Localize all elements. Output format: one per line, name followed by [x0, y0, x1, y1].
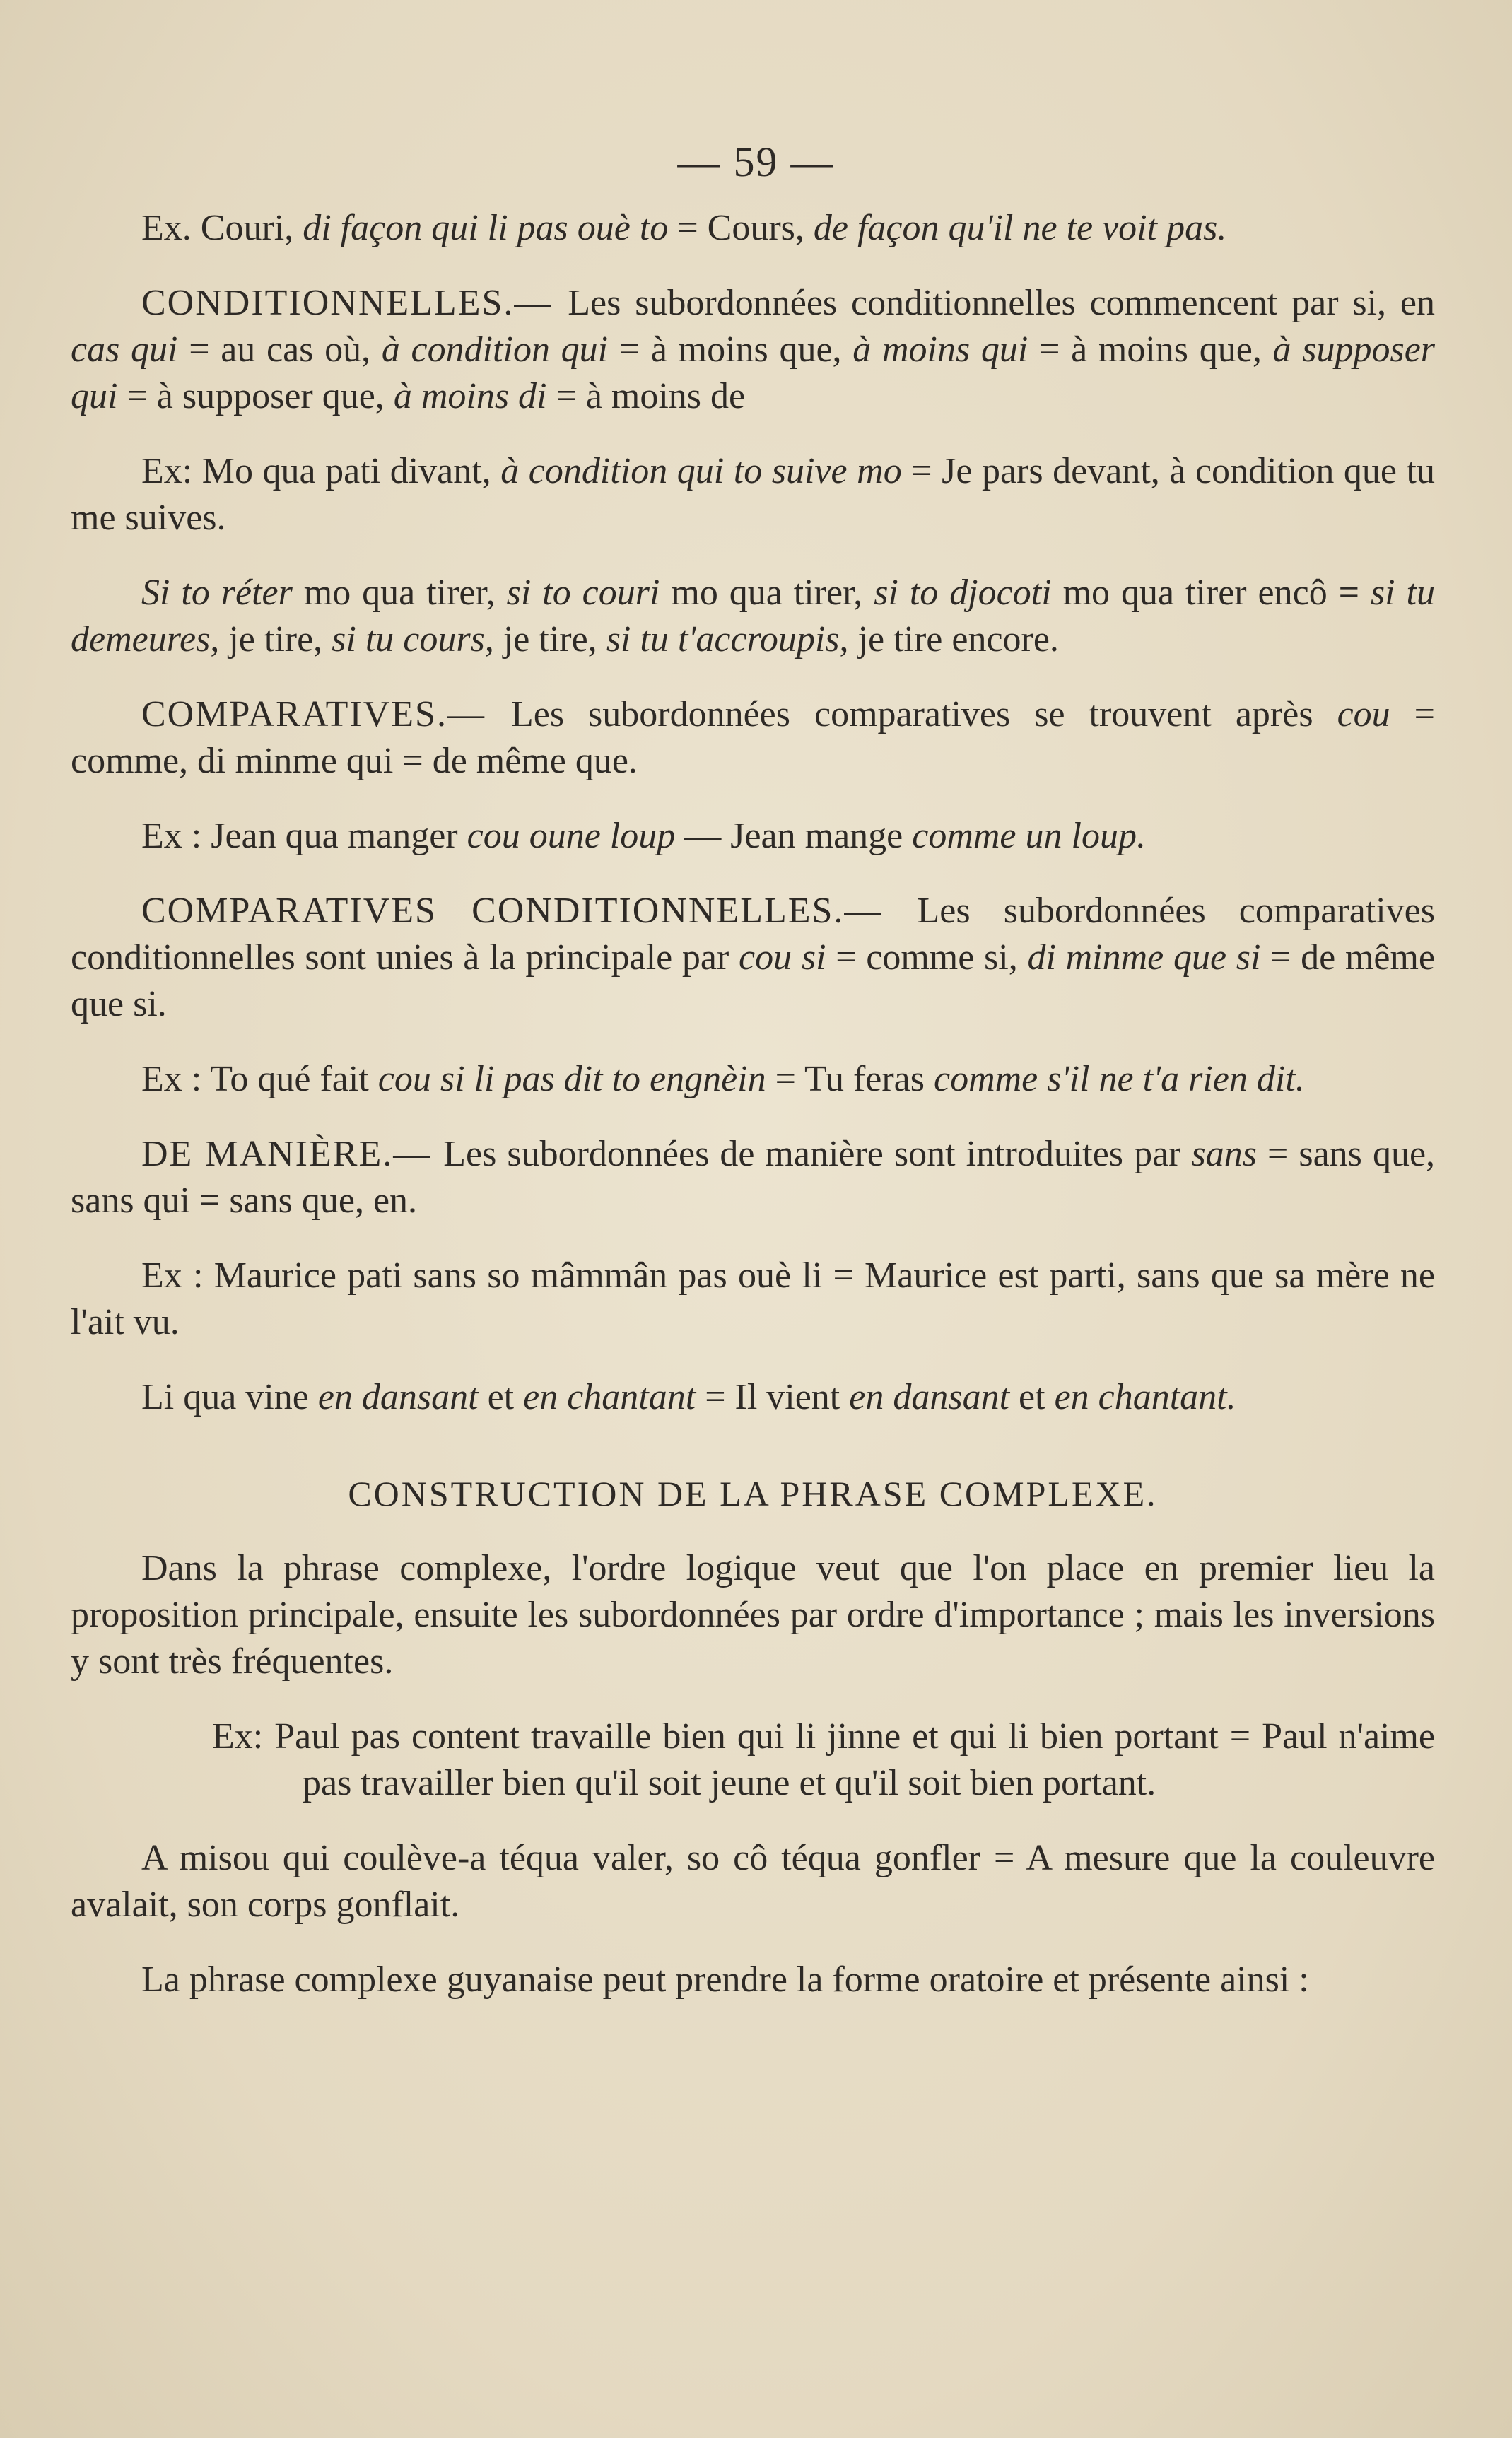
example-paragraph: Ex: Mo qua pati divant, à condition qui to suive mo = Je pars devant, à condition que tu me suives.: [71, 451, 1436, 538]
body-paragraph: Dans la phrase complexe, l'ordre logique veut que l'on place en premier lieu la proposition principale, ensuite les subordonnées par ordre d'importance ; mais les inversions y sont très fréquentes.: [71, 1548, 1435, 1682]
conditionnelles-paragraph: CONDITIONNELLES.— Les subordonnées conditionnelles commencent par si, en cas qui = au cas où, à condition qui = à moins que, à moins qui = à moins que, à supposer qui = à supposer que, à moins di = à moins de: [71, 283, 1436, 416]
comparatives-paragraph: COMPARATIVES.— Les subordonnées comparatives se trouvent après cou = comme, di minme qui = de même que.: [71, 694, 1435, 781]
section-label: COMPARATIVES.—: [141, 694, 511, 734]
example-paragraph: Ex: Paul pas content travaille bien qui li jinne et qui li bien portant = Paul n'aime pas travailler bien qu'il soit jeune et qu'il soit bien portant.: [212, 1716, 1435, 1803]
example-paragraph: Li qua vine en dansant et en chantant = Il vient en dansant et en chantant.: [141, 1377, 1236, 1417]
example-paragraph: Ex : Maurice pati sans so mâmmân pas ouè li = Maurice est parti, sans que sa mère ne l'ait vu.: [71, 1255, 1435, 1342]
de-maniere-paragraph: DE MANIÈRE.— Les subordonnées de manière sont introduites par sans = sans que, sans qui = sans que, en.: [71, 1134, 1436, 1221]
example-paragraph: Ex : Jean qua manger cou oune loup — Jean mange comme un loup.: [141, 816, 1146, 856]
section-heading: CONSTRUCTION DE LA PHRASE COMPLEXE.: [348, 1474, 1158, 1513]
page-body: [71, 205, 1435, 2032]
section-label: CONDITIONNELLES.—: [141, 283, 568, 323]
comparatives-conditionnelles-paragraph: COMPARATIVES CONDITIONNELLES.— Les subordonnées comparatives conditionnelles sont unies à la principale par cou si = comme si, di minme que si = de même que si.: [71, 891, 1436, 1024]
section-label: COMPARATIVES CONDITIONNELLES.—: [141, 891, 918, 931]
example-paragraph: Si to réter mo qua tirer, si to couri mo qua tirer, si to djocoti mo qua tirer encô = si tu demeures, je tire, si tu cours, je tire, si tu t'accroupis, je tire encore.: [71, 573, 1435, 660]
page-number: — 59 —: [677, 139, 835, 185]
section-label: DE MANIÈRE.—: [141, 1134, 444, 1174]
body-paragraph: La phrase complexe guyanaise peut prendre la forme oratoire et présente ainsi :: [141, 1959, 1309, 2000]
example-paragraph: Ex : To qué fait cou si li pas dit to engnèin = Tu feras comme s'il ne t'a rien dit.: [141, 1059, 1305, 1099]
example-paragraph: Ex. Couri, di façon qui li pas ouè to = Cours, de façon qu'il ne te voit pas.: [141, 208, 1227, 248]
example-paragraph: A misou qui coulève-a téqua valer, so cô téqua gonfler = A mesure que la couleuvre avalait, son corps gonflait.: [71, 1838, 1435, 1925]
